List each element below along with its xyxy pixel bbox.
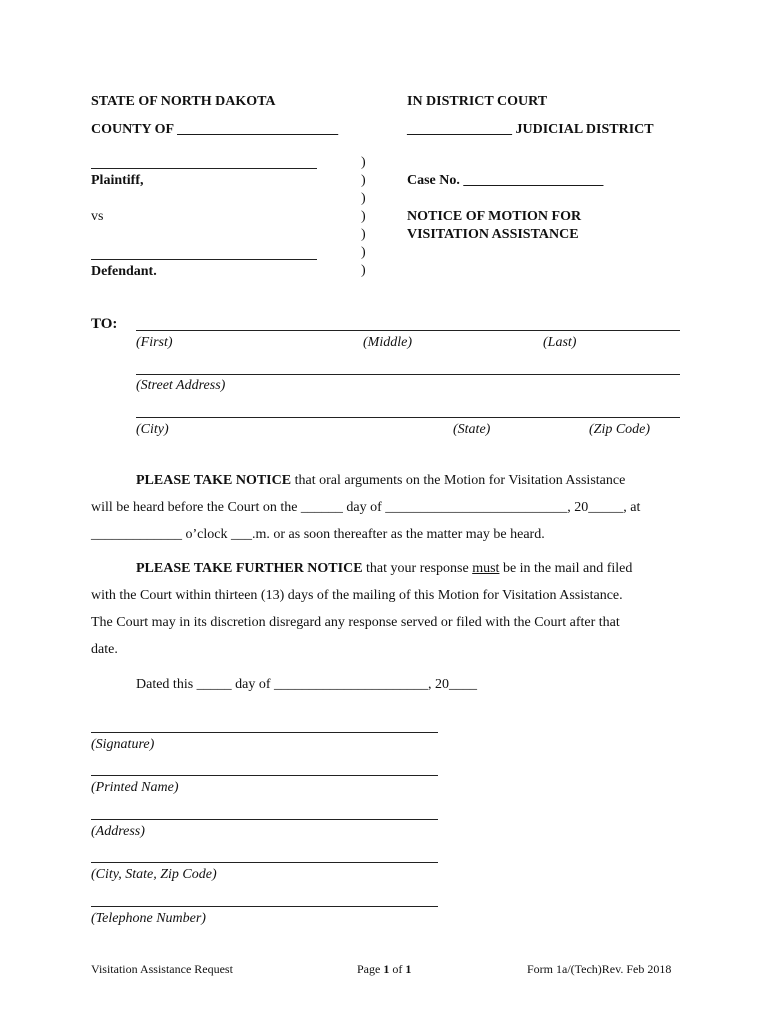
state-heading: STATE OF NORTH DAKOTA	[91, 94, 276, 109]
caption-paren: )	[361, 209, 366, 224]
further-notice-line3: The Court may in its discretion disregard any response served or filed with the Court after that	[91, 615, 620, 630]
further-notice-line1: PLEASE TAKE FURTHER NOTICE that your response must be in the mail and filed	[136, 561, 633, 576]
vs-label: vs	[91, 209, 104, 224]
caption-paren: )	[361, 245, 366, 260]
notice-paragraph-line1: PLEASE TAKE NOTICE that oral arguments on the Motion for Visitation Assistance	[136, 473, 626, 488]
notice-paragraph-line3: _____________ o’clock ___.m. or as soon thereafter as the matter may be heard.	[91, 527, 545, 542]
to-label: TO:	[91, 316, 118, 332]
city-state-zip-line[interactable]	[136, 417, 680, 418]
notice-heading: PLEASE TAKE NOTICE	[136, 473, 292, 488]
first-name-caption: (First)	[136, 335, 173, 350]
further-notice-line2: with the Court within thirteen (13) days of the mailing of this Motion for Visitation Assistance.	[91, 588, 623, 603]
plaintiff-name-line[interactable]	[91, 168, 317, 169]
telephone-caption: (Telephone Number)	[91, 911, 206, 926]
further-notice-heading: PLEASE TAKE FURTHER NOTICE	[136, 561, 363, 576]
caption-paren: )	[361, 263, 366, 278]
footer-form-name: Visitation Assistance Request	[91, 962, 233, 976]
caption-paren: )	[361, 227, 366, 242]
address-line[interactable]	[91, 819, 438, 820]
defendant-label: Defendant.	[91, 264, 157, 279]
street-address-caption: (Street Address)	[136, 378, 226, 393]
must-emphasis: must	[472, 561, 500, 576]
caption-paren: )	[361, 155, 366, 170]
city-state-zip-caption: (City, State, Zip Code)	[91, 867, 217, 882]
footer-page-number: Page 1 of 1	[357, 962, 412, 976]
last-name-caption: (Last)	[543, 335, 577, 350]
printed-name-line[interactable]	[91, 775, 438, 776]
address-caption: (Address)	[91, 824, 145, 839]
document-title-line1: NOTICE OF MOTION FOR	[407, 209, 582, 224]
street-address-line[interactable]	[136, 374, 680, 375]
signature-line[interactable]	[91, 732, 438, 733]
notice-paragraph-line2: will be heard before the Court on the ______ day of __________________________, 20_____, at	[91, 500, 641, 515]
state-caption: (State)	[453, 422, 491, 437]
defendant-name-line[interactable]	[91, 259, 317, 260]
printed-name-caption: (Printed Name)	[91, 780, 179, 795]
document-title-line2: VISITATION ASSISTANCE	[407, 227, 579, 242]
county-heading: COUNTY OF _______________________	[91, 122, 339, 137]
telephone-line[interactable]	[91, 906, 438, 907]
city-state-zip-sign-line[interactable]	[91, 862, 438, 863]
further-notice-line4: date.	[91, 642, 118, 657]
court-heading: IN DISTRICT COURT	[407, 94, 548, 109]
dated-line: Dated this _____ day of ______________________, 20____	[136, 677, 478, 692]
city-caption: (City)	[136, 422, 169, 437]
footer-form-revision: Form 1a/(Tech)Rev. Feb 2018	[527, 962, 672, 976]
recipient-name-line[interactable]	[136, 330, 680, 331]
zip-caption: (Zip Code)	[589, 422, 651, 437]
district-heading: _______________ JUDICIAL DISTRICT	[407, 122, 654, 137]
signature-caption: (Signature)	[91, 737, 155, 752]
case-number-field: Case No. ____________________	[407, 173, 604, 188]
caption-paren: )	[361, 173, 366, 188]
caption-paren: )	[361, 191, 366, 206]
middle-name-caption: (Middle)	[363, 335, 412, 350]
plaintiff-label: Plaintiff,	[91, 173, 144, 188]
